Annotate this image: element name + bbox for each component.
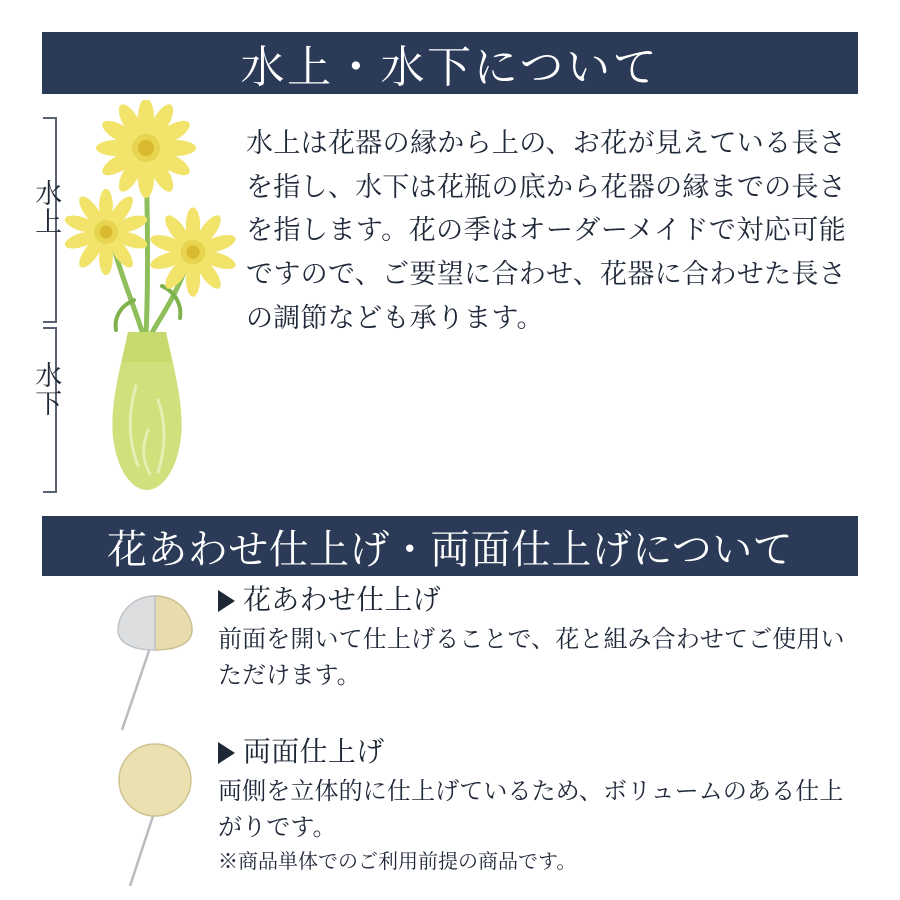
section-1-heading-bar — [42, 32, 858, 94]
item-title-text: 両面仕上げ — [243, 737, 385, 768]
ryomen-finish-text — [218, 736, 858, 877]
section-1-heading-text: 水上・水下について — [240, 43, 660, 92]
ryomen-finish-illustration — [100, 736, 210, 886]
section-1-content — [0, 100, 900, 500]
label-water-below: 水下 — [35, 361, 63, 420]
hanaawase-finish-illustration — [100, 584, 210, 734]
section-1-body-text: 水上は花器の縁から上の、お花が見えている長さを指し、水下は花瓶の底から花器の縁までの長さを指します。花の季はオーダーメイドで対応可能ですので、ご要望に合わせ、花器に合わせた長さの調節なども承ります。 — [246, 128, 846, 333]
item-note: ※商品単体でのご利用前提の商品です。 — [218, 850, 577, 873]
item-title-row — [218, 736, 858, 770]
flower-vase-illustration — [62, 100, 252, 500]
item-title-text: 花あわせ仕上げ — [243, 585, 441, 616]
section-2-content — [0, 584, 900, 900]
hanaawase-finish-text — [218, 584, 858, 694]
label-water-above: 水上 — [35, 179, 63, 238]
triangle-bullet-icon — [218, 590, 235, 612]
item-title-row — [218, 584, 858, 618]
triangle-bullet-icon — [218, 742, 235, 764]
section-2-heading-bar — [42, 516, 858, 576]
item-description: 前面を開いて仕上げることで、花と組み合わせてご使用いただけます。 — [218, 626, 845, 689]
section-2-heading-text: 花あわせ仕上げ・両面仕上げについて — [107, 526, 793, 572]
item-description: 両側を立体的に仕上げているため、ボリュームのある仕上がりです。 — [218, 778, 844, 841]
